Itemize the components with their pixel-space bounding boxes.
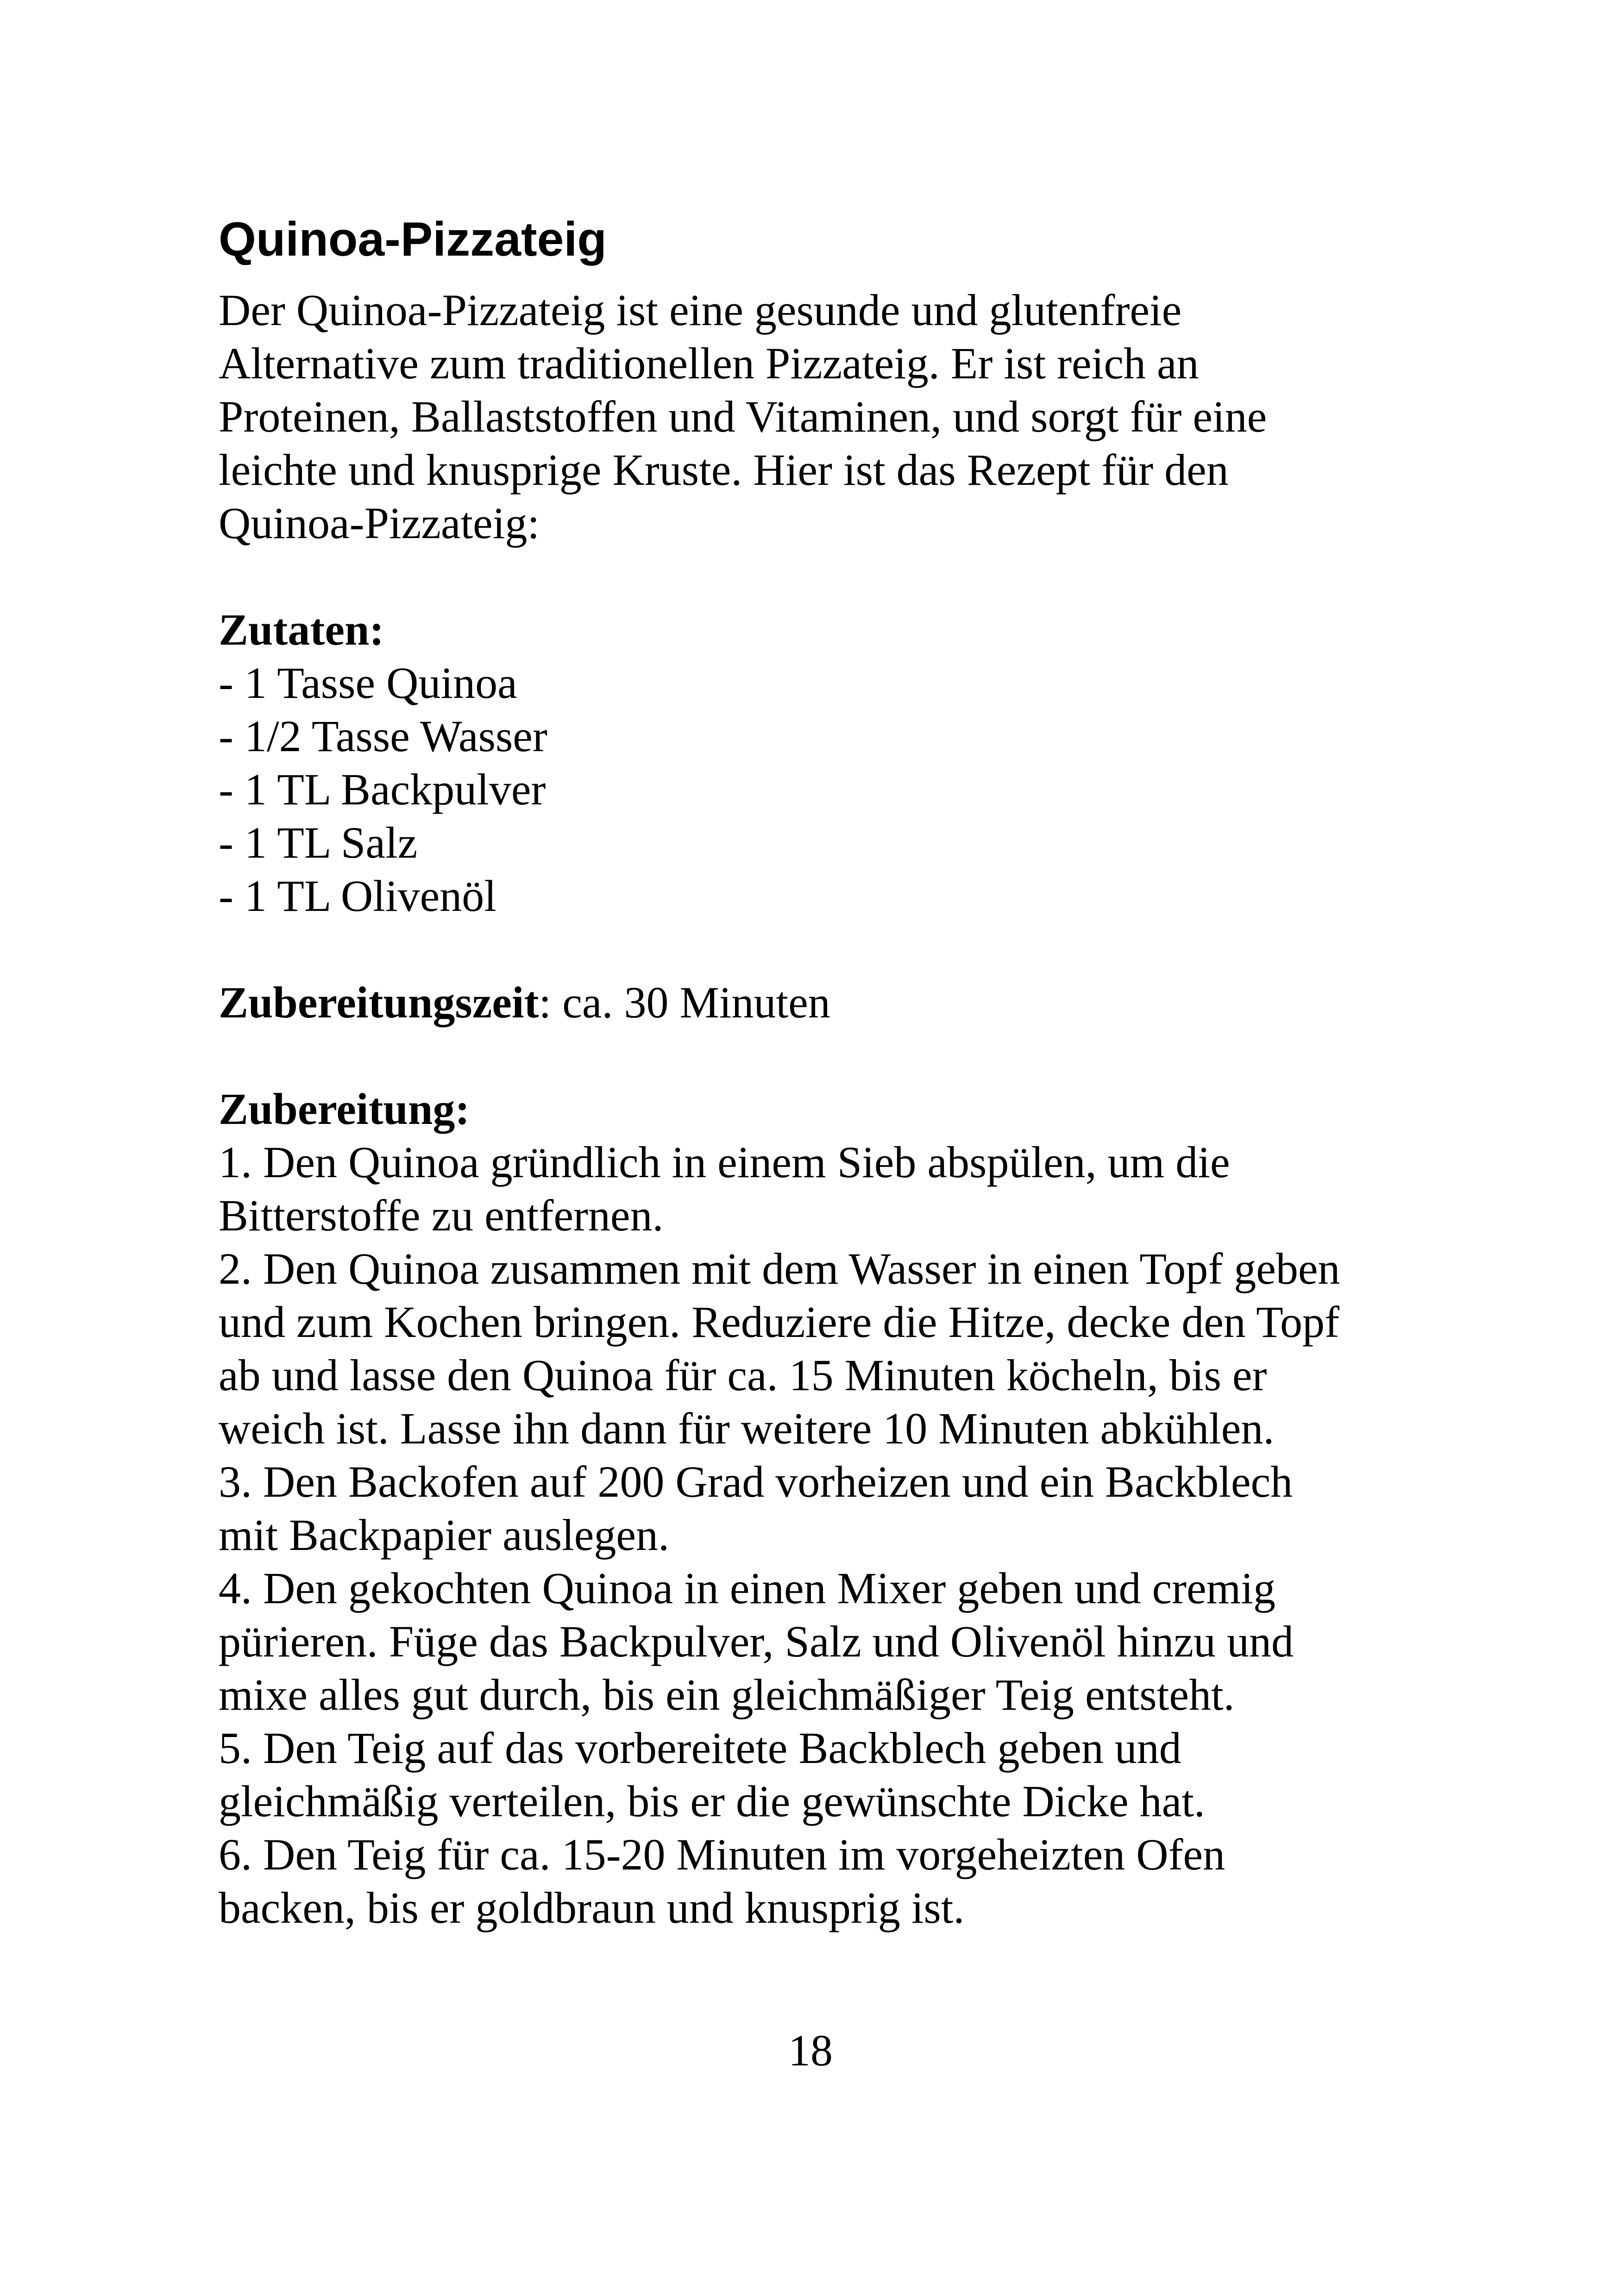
preparation-line: 2. Den Quinoa zusammen mit dem Wasser in einen Topf geben [219,1244,1340,1293]
intro-line: Quinoa-Pizzateig: [219,498,540,548]
ingredients-section [219,603,1446,922]
preparation-line: mit Backpapier auslegen. [219,1510,669,1560]
recipe-title: Quinoa-Pizzateig [219,213,607,266]
intro-line: leichte und knusprige Kruste. Hier ist das Rezept für den [219,445,1229,495]
preparation-line: und zum Kochen bringen. Reduziere die Hitze, decke den Topf [219,1297,1339,1347]
ingredients-heading: Zutaten: [219,605,384,654]
preparation-line: backen, bis er goldbraun und knusprig ist. [219,1883,965,1932]
preparation-line: 4. Den gekochten Quinoa in einen Mixer geben und cremig [219,1563,1275,1613]
preparation-line: weich ist. Lasse ihn dann für weitere 10 Minuten abkühlen. [219,1404,1275,1453]
preparation-line: 6. Den Teig für ca. 15-20 Minuten im vorgeheizten Ofen [219,1830,1225,1879]
preparation-section [219,1082,1446,1934]
page-number: 18 [788,2026,833,2075]
intro-paragraph [219,283,1446,550]
ingredient-item: - 1/2 Tasse Wasser [219,711,547,761]
prep-time-label: Zubereitungszeit [219,978,539,1027]
ingredient-item: - 1 TL Olivenöl [219,871,496,921]
preparation-line: pürieren. Füge das Backpulver, Salz und Olivenöl hinzu und [219,1617,1294,1666]
intro-line: Alternative zum traditionellen Pizzateig. Er ist reich an [219,339,1199,388]
prep-time-value: : ca. 30 Minuten [539,978,830,1027]
spacer [219,922,1446,976]
spacer [219,1029,1446,1082]
intro-line: Proteinen, Ballaststoffen und Vitaminen, und sorgt für eine [219,392,1267,441]
ingredient-item: - 1 TL Salz [219,818,418,867]
ingredient-item: - 1 TL Backpulver [219,765,546,814]
page-content [219,211,1446,1934]
recipe-body [219,283,1446,1934]
intro-line: Der Quinoa-Pizzateig ist eine gesunde und glutenfreie [219,285,1182,335]
preparation-line: ab und lasse den Quinoa für ca. 15 Minuten köcheln, bis er [219,1350,1267,1400]
preparation-heading: Zubereitung: [219,1084,470,1134]
preparation-line: 3. Den Backofen auf 200 Grad vorheizen und ein Backblech [219,1457,1293,1506]
prep-time-line [219,976,1446,1029]
preparation-line: 1. Den Quinoa gründlich in einem Sieb abspülen, um die [219,1137,1230,1187]
preparation-line: Bitterstoffe zu entfernen. [219,1191,664,1240]
preparation-line: 5. Den Teig auf das vorbereitete Backblech geben und [219,1723,1181,1773]
spacer [219,550,1446,603]
preparation-line: gleichmäßig verteilen, bis er die gewünschte Dicke hat. [219,1776,1205,1826]
preparation-line: mixe alles gut durch, bis ein gleichmäßiger Teig entsteht. [219,1670,1235,1719]
ingredient-item: - 1 Tasse Quinoa [219,658,517,708]
